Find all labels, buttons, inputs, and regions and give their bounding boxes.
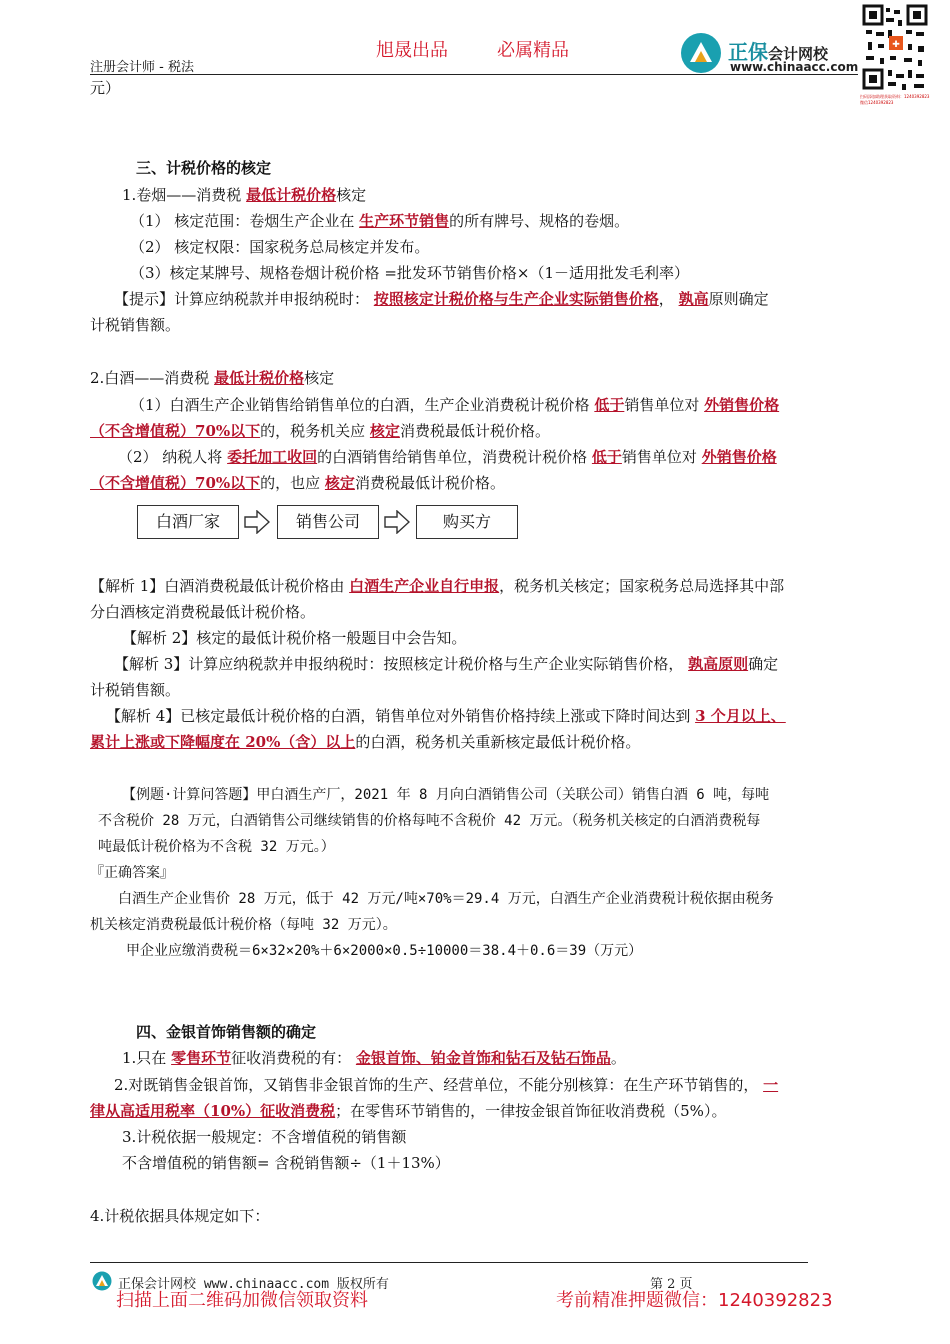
sec3-tip: 【提示】计算应纳税款并申报纳税时： 按照核定计税价格与生产企业实际销售价格， 孰高原则确定 xyxy=(114,290,769,308)
analysis-4: 【解析 4】已核定最低计税价格的白酒，销售单位对外销售价格持续上涨或下降时间达到 3 个月以上、 xyxy=(106,707,786,725)
header-rule xyxy=(90,74,858,75)
section3-title: 三、计税价格的核定 xyxy=(136,159,272,177)
sec3-tip-cont: 计税销售额。 xyxy=(90,316,181,334)
footer-page-number: 第 2 页 xyxy=(650,1277,693,1292)
footer-promo-left: 扫描上面二维码加微信领取资料 xyxy=(116,1290,368,1311)
arrow-right-icon xyxy=(244,510,270,538)
flow-box-buyer: 购买方 xyxy=(416,505,518,539)
footer-logo-icon xyxy=(92,1271,112,1291)
svg-text:✚: ✚ xyxy=(892,40,900,50)
chinaacc-logo-icon xyxy=(680,32,722,74)
sec4-p3: 3.计税依据一般规定：不含增值税的销售额 xyxy=(122,1128,407,1146)
logo-url: www.chinaacc.com xyxy=(730,60,859,74)
sec3-p4: （3）核定某牌号、规格卷烟计税价格 =批发环节销售价格×（1－适用批发毛利率） xyxy=(130,264,689,282)
qr-caption-2: 微信1240392823 xyxy=(860,100,894,105)
flow-box-distillery: 白酒厂家 xyxy=(137,505,239,539)
footer-rule xyxy=(90,1262,808,1263)
example-line-3: 吨最低计税价格为不含税 32 万元。） xyxy=(98,839,335,855)
answer-line-1: 白酒生产企业售价 28 万元，低于 42 万元/吨×70%＝29.4 万元，白酒生产企业消费税计税依据由税务 xyxy=(118,891,774,907)
header-tagline-left: 旭晟出品 xyxy=(376,40,448,61)
top-fragment: 元） xyxy=(90,79,121,97)
wine-p2-cont: （不含增值税）70%以下的，也应 核定消费税最低计税价格。 xyxy=(90,474,505,492)
section4-title: 四、金银首饰销售额的确定 xyxy=(136,1023,317,1041)
analysis-1-cont: 分白酒核定消费税最低计税价格。 xyxy=(90,603,316,621)
sec4-p2: 2.对既销售金银首饰，又销售非金银首饰的生产、经营单位，不能分别核算：在生产环节销售的， 一 xyxy=(114,1076,779,1094)
wine-p2: （2） 纳税人将 委托加工收回的白酒销售给销售单位，消费税计税价格 低于销售单位对 外销售价格 xyxy=(118,448,777,466)
analysis-3-cont: 计税销售额。 xyxy=(90,681,181,699)
arrow-right-icon xyxy=(384,510,410,538)
sec4-p4: 不含增值税的销售额= 含税销售额÷（1＋13%） xyxy=(122,1154,450,1172)
wine-p1: （1）白酒生产企业销售给销售单位的白酒，生产企业消费税计税价格 低于销售单位对 外销售价格 xyxy=(130,396,780,414)
sec4-p2-cont: 律从高适用税率（10%）征收消费税；在零售环节销售的，一律按金银首饰征收消费税（5%）。 xyxy=(90,1102,727,1120)
answer-label: 『正确答案』 xyxy=(90,865,174,881)
answer-line-3: 甲企业应缴消费税＝6×32×20%＋6×2000×0.5÷10000＝38.4＋0.6＝39（万元） xyxy=(126,943,643,959)
footer-promo-right: 考前精准押题微信：1240392823 xyxy=(556,1290,833,1311)
sec3-p3: （2） 核定权限：国家税务总局核定并发布。 xyxy=(130,238,430,256)
sec3-p2: （1） 核定范围：卷烟生产企业在 生产环节销售的所有牌号、规格的卷烟。 xyxy=(130,212,630,230)
course-title: 注册会计师 - 税法 xyxy=(90,60,194,75)
sec3-p1: 1.卷烟——消费税 最低计税价格核定 xyxy=(122,186,367,204)
qr-code-icon xyxy=(862,4,928,92)
flow-box-sales-company: 销售公司 xyxy=(277,505,379,539)
logo-sub: 会计网校 xyxy=(768,45,829,63)
example-line-2: 不含税价 28 万元，白酒销售公司继续销售的价格每吨不含税价 42 万元。（税务机关核定的白酒消费税每 xyxy=(98,813,761,829)
answer-line-2: 机关核定消费税最低计税价格（每吨 32 万元）。 xyxy=(90,917,397,933)
footer-copyright: 正保会计网校 www.chinaacc.com 版权所有 xyxy=(118,1277,389,1292)
header-tagline-right: 必属精品 xyxy=(497,40,569,61)
qr-caption-1: 扫码添加助理获取资料：1240392823 xyxy=(860,94,930,99)
wine-heading: 2.白酒——消费税 最低计税价格核定 xyxy=(90,369,335,387)
wine-p1-cont: （不含增值税）70%以下的，税务机关应 核定消费税最低计税价格。 xyxy=(90,422,550,440)
logo-cn: 正保 xyxy=(728,40,768,64)
sec4-p5: 4.计税依据具体规定如下： xyxy=(90,1207,270,1225)
sec4-p1: 1.只在 零售环节征收消费税的有： 金银首饰、铂金首饰和钻石及钻石饰品。 xyxy=(122,1049,626,1067)
analysis-4-cont: 累计上涨或下降幅度在 20%（含）以上的白酒，税务机关重新核定最低计税价格。 xyxy=(90,733,641,751)
example-line-1: 【例题·计算问答题】甲白酒生产厂，2021 年 8 月向白酒销售公司（关联公司）销售白酒 6 吨，每吨 xyxy=(122,787,770,803)
analysis-3: 【解析 3】计算应纳税款并申报纳税时：按照核定计税价格与生产企业实际销售价格， 孰高原则确定 xyxy=(114,655,779,673)
analysis-1: 【解析 1】白酒消费税最低计税价格由 白酒生产企业自行申报，税务机关核定；国家税务总局选择其中部 xyxy=(90,577,785,595)
analysis-2: 【解析 2】核定的最低计税价格一般题目中会告知。 xyxy=(122,629,467,647)
